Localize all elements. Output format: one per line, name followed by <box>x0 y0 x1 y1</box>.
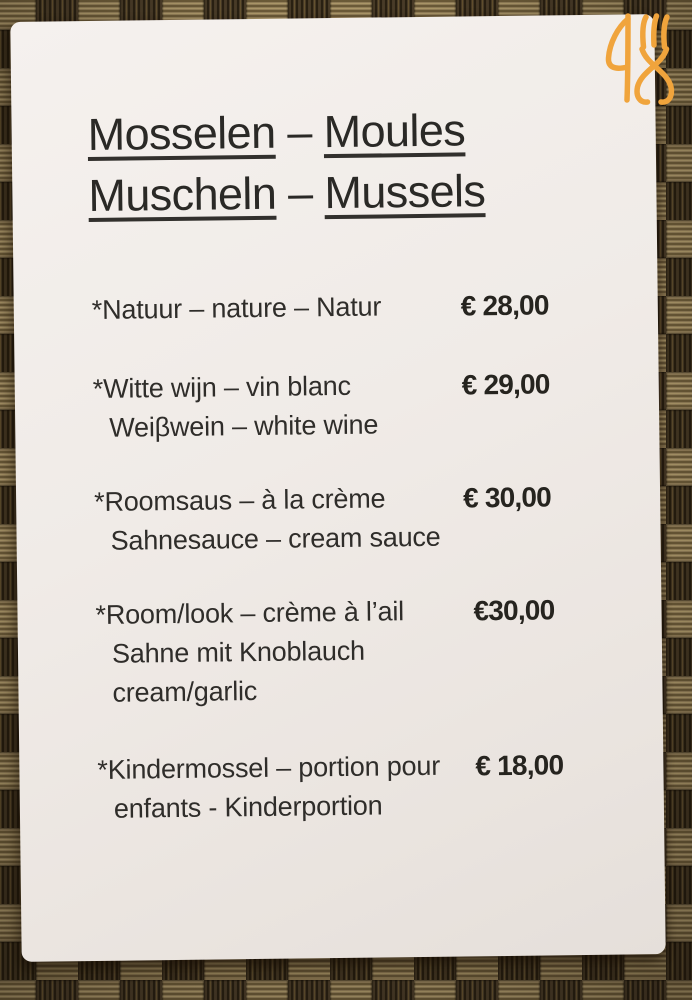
menu-card <box>10 14 665 962</box>
menu-item-witte-wijn <box>93 363 646 448</box>
menu-item-natuur <box>92 284 644 330</box>
item-line: cream/garlic <box>112 676 258 708</box>
item-line: *Kindermossel – portion pour <box>97 750 441 785</box>
menu-item-roomsaus <box>94 476 647 561</box>
menu-title <box>87 99 485 226</box>
title-word-mussels: Mussels <box>324 165 486 219</box>
menu-item-kindermossel <box>97 744 650 829</box>
item-line: enfants - Kinderportion <box>113 790 383 824</box>
title-word-mosselen: Mosselen <box>87 106 276 161</box>
item-line: *Natuur – nature – Natur <box>91 291 382 325</box>
item-description <box>97 744 650 829</box>
item-description <box>93 363 646 448</box>
item-price: €30,00 <box>473 594 555 627</box>
fork-icon <box>637 16 671 102</box>
item-price: € 30,00 <box>462 481 552 514</box>
item-line: *Roomsaus – à la crème <box>93 483 386 517</box>
knife-and-fork-logo-icon <box>597 10 689 106</box>
title-word-moules: Moules <box>323 104 466 158</box>
item-line: Sahnesauce – cream sauce <box>110 521 441 556</box>
item-line: *Witte wijn – vin blanc <box>92 370 351 404</box>
title-separator: – <box>275 106 324 158</box>
title-separator: – <box>275 167 325 219</box>
knife-icon <box>608 16 628 100</box>
item-description <box>94 476 647 561</box>
title-word-muscheln: Muscheln <box>88 167 277 222</box>
item-line: *Room/look – crème à l’ail <box>95 596 405 630</box>
item-description <box>92 284 644 330</box>
item-price: € 18,00 <box>475 749 564 782</box>
item-price: € 28,00 <box>460 289 549 322</box>
menu-item-room-look <box>95 589 648 713</box>
item-price: € 29,00 <box>461 368 550 401</box>
item-line: Sahne mit Knoblauch <box>111 635 366 669</box>
item-line: Weiβwein – white wine <box>109 409 379 443</box>
menu-title-line-1 <box>87 99 485 165</box>
item-description <box>95 589 648 713</box>
menu-title-line-2 <box>88 160 486 226</box>
